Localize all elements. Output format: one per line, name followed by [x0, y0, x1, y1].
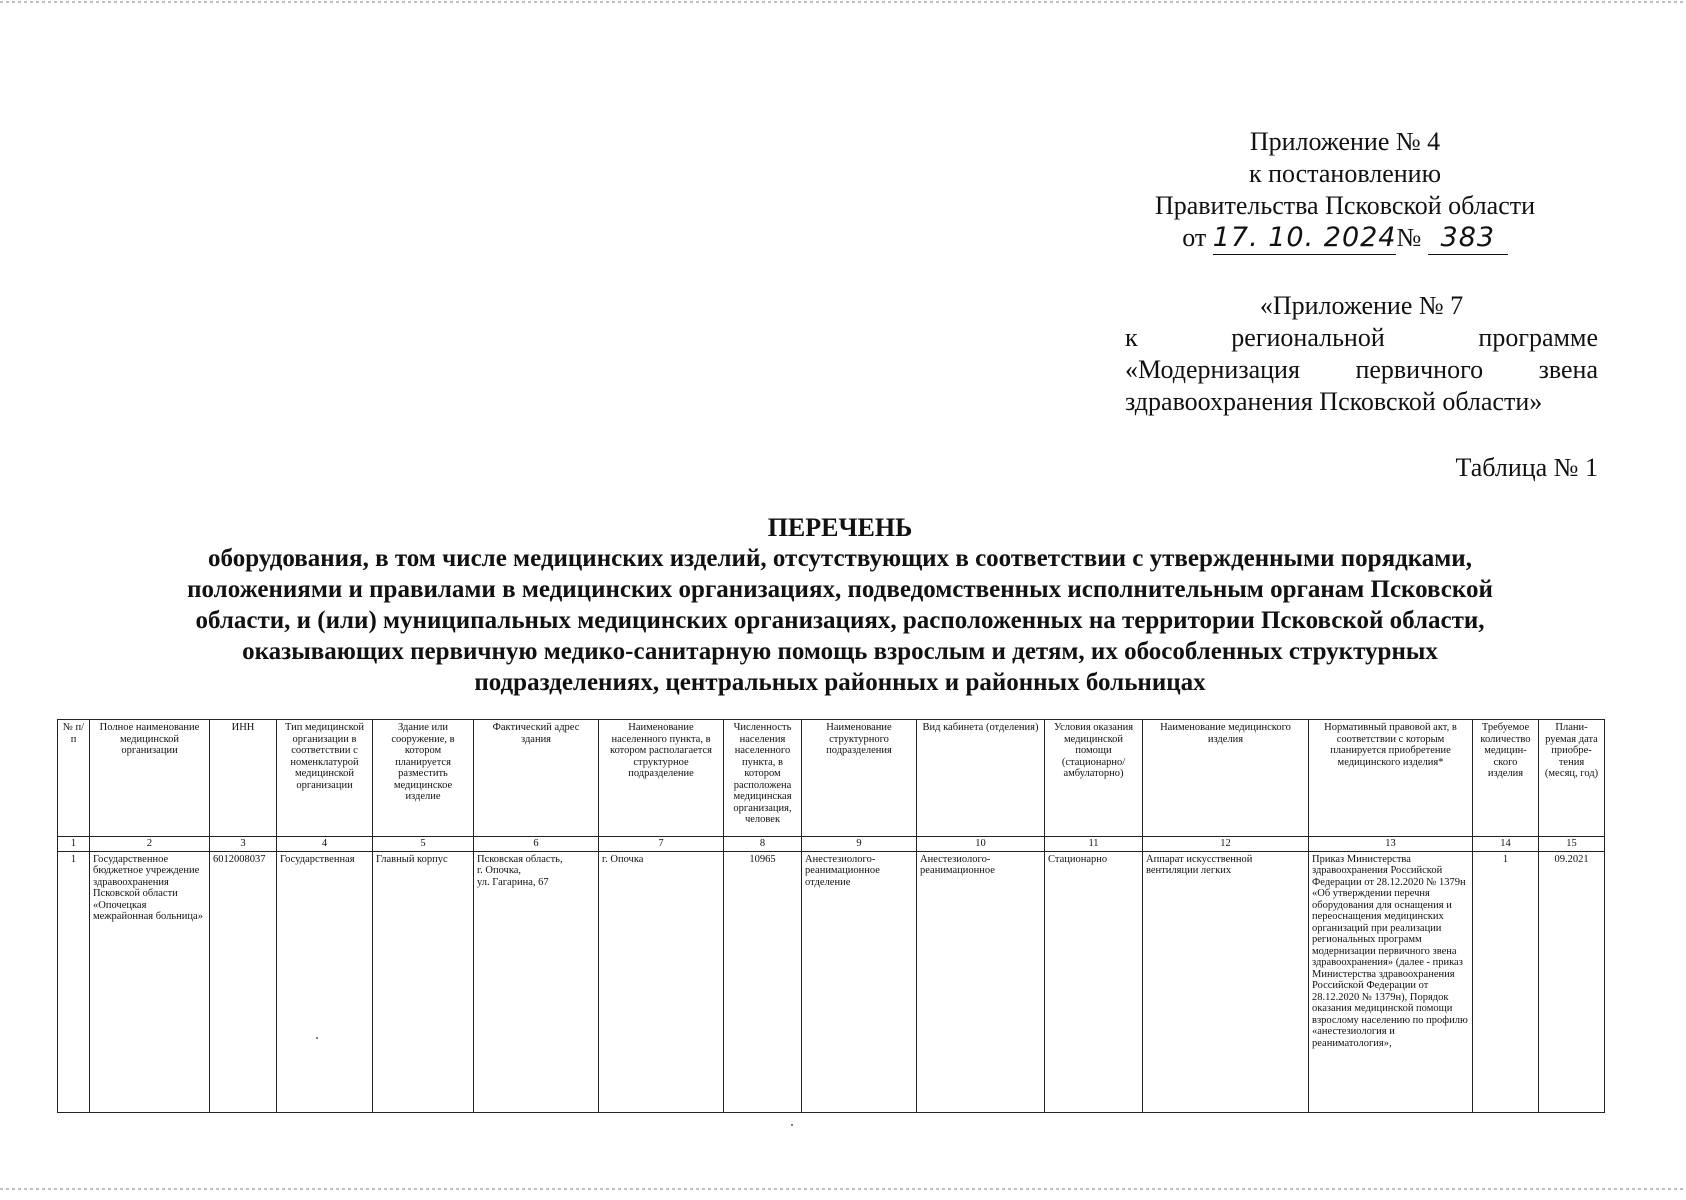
appendix-4-block — [1100, 126, 1590, 255]
document-title — [60, 512, 1620, 698]
cell-org: Государственное бюджетное учреждение здравоохранения Псковской области «Опочецкая межрайонная больница» — [90, 851, 210, 1112]
appendix-7-line3 — [1125, 354, 1598, 386]
column-number: 8 — [724, 837, 802, 852]
appendix-7-line4: здравоохранения Псковской области» — [1125, 387, 1543, 416]
appendix-4-title: Приложение № 4 — [1249, 127, 1441, 156]
cell-room: Анестезиолого-реанимационное — [917, 851, 1045, 1112]
header-cell: № п/п — [58, 720, 90, 837]
title-main: ПЕРЕЧЕНЬ — [767, 513, 913, 542]
column-number: 3 — [210, 837, 277, 852]
handwritten-date: 17. 10. 2024 — [1212, 222, 1397, 253]
column-number: 4 — [277, 837, 373, 852]
header-cell: Плани-руемая дата приобре-тения (месяц, год) — [1539, 720, 1605, 837]
appendix-7-title: «Приложение № 7 — [1259, 291, 1464, 320]
appendix-7-block — [1125, 290, 1598, 418]
cell-type: Государственная — [277, 851, 373, 1112]
address-line: г. Опочка, — [477, 865, 522, 876]
appendix-7-line2 — [1125, 322, 1598, 354]
cell-building: Главный корпус — [373, 851, 474, 1112]
table-number: Таблица № 1 — [1455, 453, 1598, 482]
appendix-7-word: первичного — [1355, 355, 1484, 384]
column-number: 15 — [1539, 837, 1605, 852]
cell-device: Аппарат искусственной вентиляции легких — [1143, 851, 1309, 1112]
appendix-7-word: «Модернизация — [1125, 355, 1300, 384]
column-number: 5 — [373, 837, 474, 852]
header-cell: Вид кабинета (отделения) — [917, 720, 1045, 837]
scan-edge-top — [0, 1, 1686, 3]
header-cell: Полное наименование медицинской организации — [90, 720, 210, 837]
appendix-7-word: программе — [1478, 323, 1598, 352]
header-cell: Нормативный правовой акт, в соответствии с которым планируется приобретение медицинского изделия* — [1309, 720, 1473, 837]
header-cell: Наименование медицинского изделия — [1143, 720, 1309, 837]
column-number: 7 — [599, 837, 724, 852]
appendix-4-date-row — [1100, 222, 1590, 255]
cell-population: 10965 — [724, 851, 802, 1112]
date-prefix: от — [1182, 223, 1207, 252]
cell-locality: г. Опочка — [599, 851, 724, 1112]
header-cell: ИНН — [210, 720, 277, 837]
column-number: 10 — [917, 837, 1045, 852]
scan-speck — [791, 1124, 793, 1126]
number-prefix: № — [1396, 223, 1422, 252]
cell-unit: Анестезиолого-реанимационное отделение — [802, 851, 917, 1112]
header-cell: Требуемое количество медицин-ского изделия — [1473, 720, 1539, 837]
cell-conditions: Стационарно — [1045, 851, 1143, 1112]
cell-num: 1 — [58, 851, 90, 1112]
header-cell: Здание или сооружение, в котором планируется разместить медицинское изделие — [373, 720, 474, 837]
cell-act: Приказ Министерства здравоохранения Российской Федерации от 28.12.2020 № 1379н «Об утверждении перечня оборудования для оснащения и переоснащения медицинских организаций при реализации региональных программ модернизации первичного звена здравоохранения» (далее - приказ Министерства здравоохранения Российской Федерации от 28.12.2020 № 1379н), Порядок оказания медицинской помощи взрослому населению по профилю «анестезиология и реаниматология», — [1309, 851, 1473, 1112]
address-line: Псковская область, — [477, 853, 563, 865]
appendix-4-resolution: к постановлению — [1248, 159, 1442, 188]
cell-inn: 6012008037 — [210, 851, 277, 1112]
table-row — [58, 851, 1605, 1112]
column-number: 11 — [1045, 837, 1143, 852]
column-number: 12 — [1143, 837, 1309, 852]
column-number: 14 — [1473, 837, 1539, 852]
title-line: подразделениях, центральных районных и районных больницах — [474, 669, 1206, 696]
appendix-4-government: Правительства Псковской области — [1154, 191, 1536, 220]
equipment-table — [57, 719, 1605, 1113]
header-cell: Наименование структурного подразделения — [802, 720, 917, 837]
title-line: оказывающих первичную медико-санитарную помощь взрослым и детям, их обособленных структурных — [242, 638, 1438, 665]
scan-edge-bottom — [0, 1188, 1686, 1190]
scan-speck — [316, 1037, 318, 1039]
title-line: области, и (или) муниципальных медицинских организациях, расположенных на территории Псковской области, — [195, 607, 1485, 634]
table-header-row — [58, 720, 1605, 837]
cell-date: 09.2021 — [1539, 851, 1605, 1112]
handwritten-number: 383 — [1428, 222, 1508, 255]
column-number: 6 — [474, 837, 599, 852]
column-number: 2 — [90, 837, 210, 852]
header-cell: Фактический адрес здания — [474, 720, 599, 837]
cell-qty: 1 — [1473, 851, 1539, 1112]
header-cell: Численность населения населенного пункта, в котором расположена медицинская организация, человек — [724, 720, 802, 837]
header-cell: Тип медицинской организации в соответствии с номенклатурой медицинской организации — [277, 720, 373, 837]
table-column-numbers-row — [58, 837, 1605, 852]
cell-address — [474, 851, 599, 1112]
appendix-7-word: региональной — [1231, 323, 1385, 352]
column-number: 13 — [1309, 837, 1473, 852]
address-line: ул. Гагарина, 67 — [477, 876, 549, 888]
title-line: положениями и правилами в медицинских организациях, подведомственных исполнительным органам Псковской — [187, 576, 1493, 603]
column-number: 1 — [58, 837, 90, 852]
appendix-7-word: звена — [1538, 355, 1598, 384]
appendix-7-word: к — [1125, 323, 1138, 352]
column-number: 9 — [802, 837, 917, 852]
header-cell: Условия оказания медицинской помощи (стационарно/ амбулаторно) — [1045, 720, 1143, 837]
title-line: оборудования, в том числе медицинских изделий, отсутствующих в соответствии с утвержденными порядками, — [208, 545, 1472, 572]
header-cell: Наименование населенного пункта, в котором располагается структурное подразделение — [599, 720, 724, 837]
